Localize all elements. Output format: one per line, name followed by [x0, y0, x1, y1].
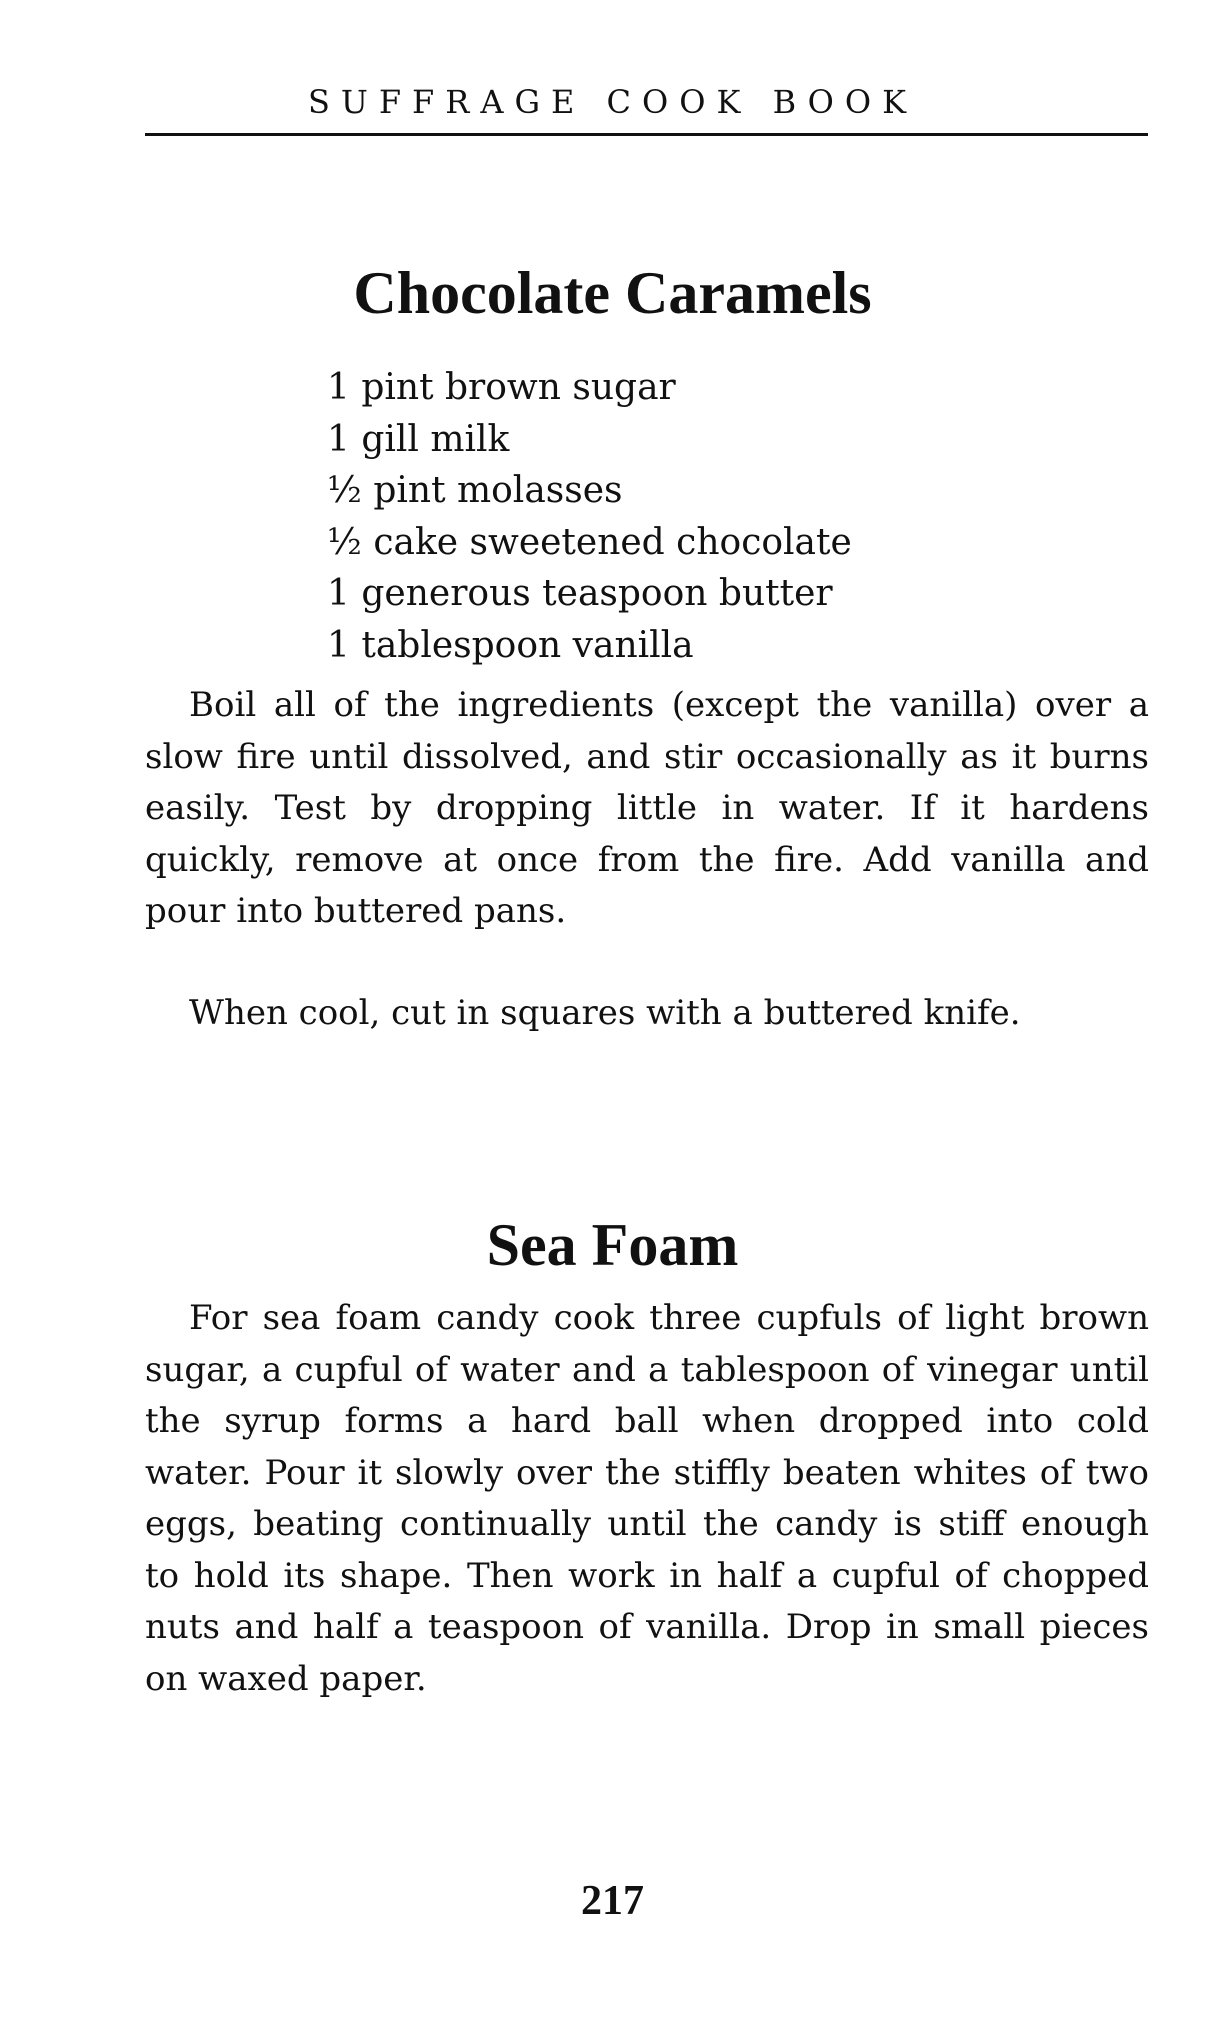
running-head: SUFFRAGE COOK BOOK	[307, 83, 918, 121]
instructions-paragraph: When cool, cut in squares with a buttered knife.	[189, 993, 1021, 1033]
page-number: 217	[581, 1878, 644, 1924]
ingredient-item: 1 pint brown sugar	[327, 367, 676, 408]
ingredient-list	[327, 362, 852, 672]
ingredient-item: 1 generous teaspoon butter	[327, 573, 833, 615]
recipe-title: Chocolate Caramels	[353, 260, 872, 326]
ingredient-item: ½ cake sweetened chocolate	[327, 521, 852, 563]
instructions-paragraph: Boil all of the ingredients (except the vanilla) over a slow fire until dissolved, and stir occasionally as it burns easily. Test by dropping little in water. If it hardens quickly, remove at once from the fire. Add vanilla and pour into buttered pans.	[145, 685, 1149, 931]
recipe-title: Sea Foam	[486, 1212, 739, 1278]
header-rule	[145, 133, 1148, 136]
instructions-paragraph: For sea foam candy cook three cupfuls of light brown sugar, a cupful of water and a tablespoon of vinegar until the syrup forms a hard ball when dropped into cold water. Pour it slowly over the stiffly beaten whites of two eggs, beating continually until the candy is stiff enough to hold its shape. Then work in half a cupful of chopped nuts and half a teaspoon of vanilla. Drop in small pieces on waxed paper.	[145, 1298, 1149, 1699]
ingredient-item: 1 gill milk	[327, 418, 510, 460]
ingredient-item: ½ pint molasses	[327, 470, 623, 512]
ingredient-item: 1 tablespoon vanilla	[327, 624, 694, 666]
